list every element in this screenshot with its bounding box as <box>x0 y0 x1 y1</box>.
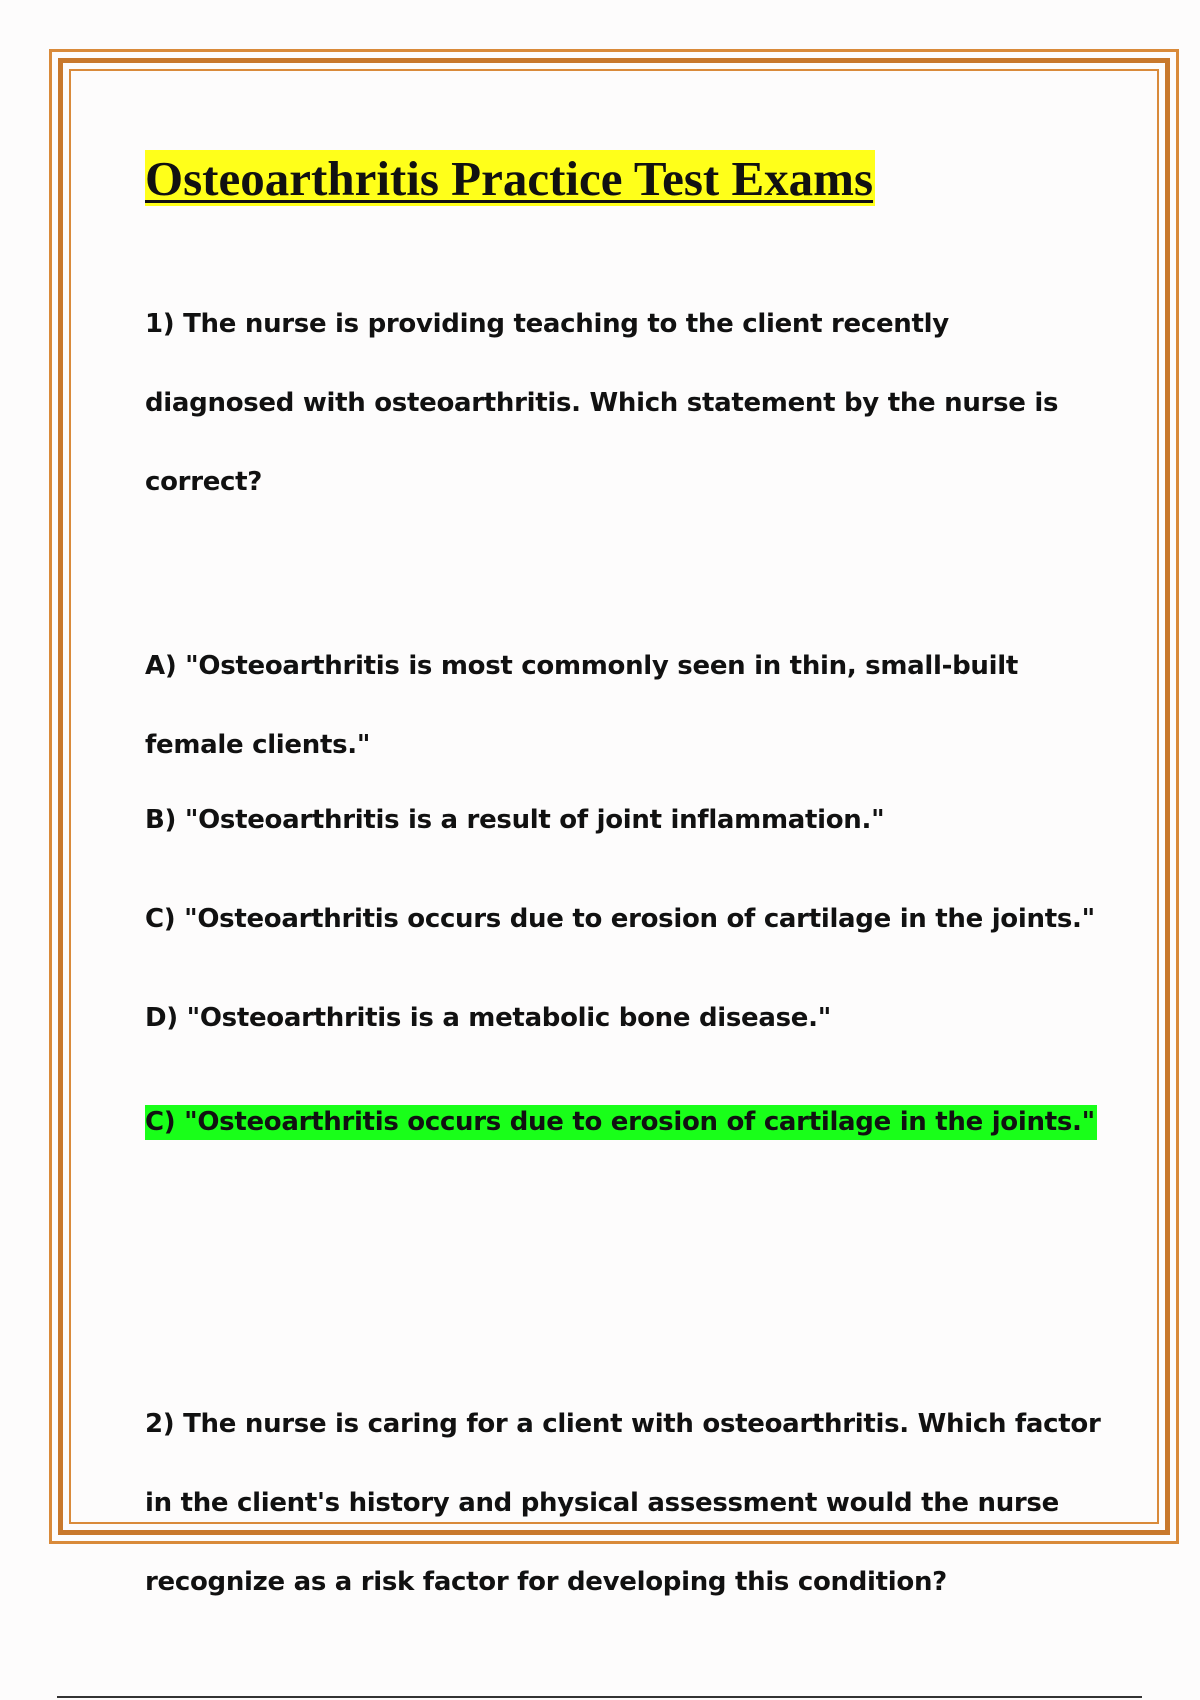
question-1-option-b: B) "Osteoarthritis is a result of joint inflammation." <box>145 805 885 835</box>
page-border-middle <box>58 58 1170 1535</box>
question-1-option-c: C) "Osteoarthritis occurs due to erosion of cartilage in the joints." <box>145 904 1095 934</box>
question-1-answer: C) "Osteoarthritis occurs due to erosion of cartilage in the joints." <box>145 1105 1097 1140</box>
question-2-text: 2) The nurse is caring for a client with osteoarthritis. Which factor in the client's history and physical assessment would the nurse recognize as a risk factor for developing this condition? <box>145 1409 1101 1597</box>
question-1-option-d: D) "Osteoarthritis is a metabolic bone disease." <box>145 1003 831 1033</box>
page-border <box>49 49 1179 1544</box>
page-title: Osteoarthritis Practice Test Exams <box>145 151 874 206</box>
footer-divider <box>57 1696 1142 1698</box>
question-1-text: 1) The nurse is providing teaching to the client recently diagnosed with osteoarthritis. Which statement by the nurse is correct? <box>145 309 1059 497</box>
question-1-option-a: A) "Osteoarthritis is most commonly seen in thin, small-built female clients." <box>145 651 1018 760</box>
document-content <box>145 150 1105 1597</box>
